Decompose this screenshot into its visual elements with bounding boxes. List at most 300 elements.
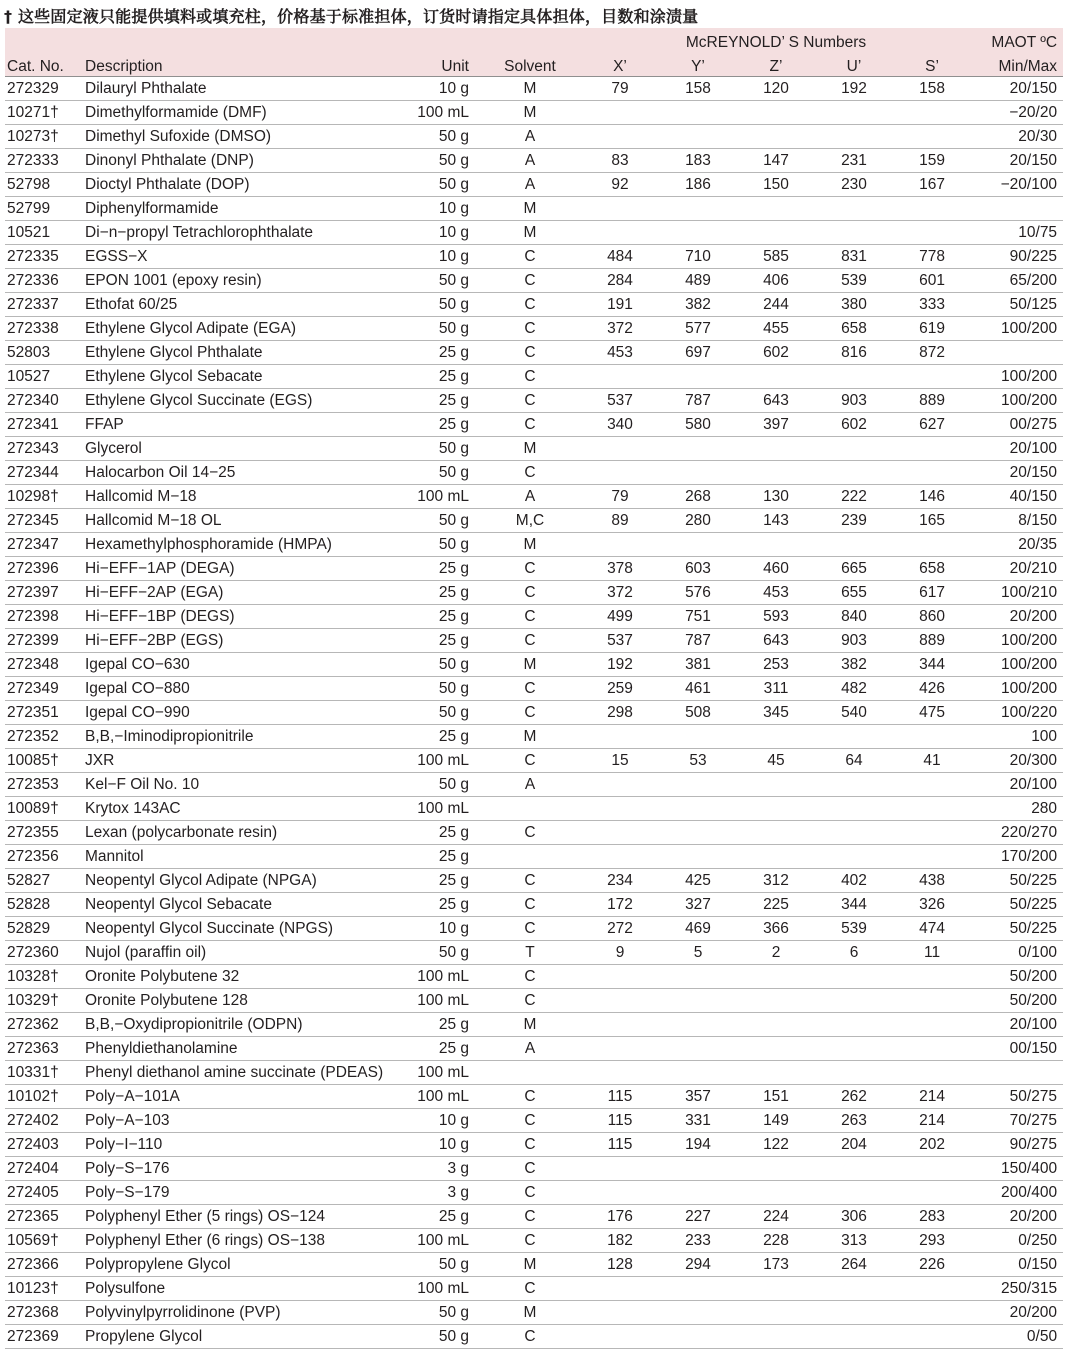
cell-z <box>737 533 815 557</box>
cell-solvent: M <box>479 725 581 749</box>
cell-solvent: C <box>479 989 581 1013</box>
cell-solvent: A <box>479 773 581 797</box>
cell-x: 115 <box>581 1085 659 1109</box>
cell-u: 665 <box>815 557 893 581</box>
cell-unit: 25 g <box>383 341 479 365</box>
cell-x: 15 <box>581 749 659 773</box>
cell-solvent: M <box>479 77 581 101</box>
cell-s: 619 <box>893 317 971 341</box>
cell-y: 194 <box>659 1133 737 1157</box>
cell-description: Lexan (polycarbonate resin) <box>83 821 383 845</box>
cell-s <box>893 1301 971 1325</box>
cell-u: 482 <box>815 677 893 701</box>
cell-unit: 50 g <box>383 269 479 293</box>
cell-y <box>659 365 737 389</box>
cell-unit: 100 mL <box>383 965 479 989</box>
cell-s <box>893 821 971 845</box>
cell-x <box>581 197 659 221</box>
cell-unit: 50 g <box>383 653 479 677</box>
cell-solvent: A <box>479 125 581 149</box>
cell-y: 327 <box>659 893 737 917</box>
cell-x: 9 <box>581 941 659 965</box>
cell-x: 89 <box>581 509 659 533</box>
table-row <box>5 1301 1063 1325</box>
cell-solvent: C <box>479 1277 581 1301</box>
cell-s: 860 <box>893 605 971 629</box>
cell-z <box>737 437 815 461</box>
cell-maot: 100/200 <box>971 317 1063 341</box>
cell-z: 602 <box>737 341 815 365</box>
cell-y <box>659 797 737 821</box>
cell-z: 593 <box>737 605 815 629</box>
col-unit: Unit <box>383 52 479 77</box>
cell-maot: 20/150 <box>971 149 1063 173</box>
cell-u: 64 <box>815 749 893 773</box>
cell-cat-no: 10102† <box>5 1085 83 1109</box>
cell-cat-no: 10089† <box>5 797 83 821</box>
cell-cat-no: 10123† <box>5 1277 83 1301</box>
cell-y: 280 <box>659 509 737 533</box>
cell-description: Igepal CO−880 <box>83 677 383 701</box>
cell-unit: 25 g <box>383 413 479 437</box>
cell-solvent: C <box>479 893 581 917</box>
table-row <box>5 1037 1063 1061</box>
cell-s <box>893 1037 971 1061</box>
cell-z: 585 <box>737 245 815 269</box>
cell-unit: 25 g <box>383 893 479 917</box>
cell-z: 150 <box>737 173 815 197</box>
cell-solvent: C <box>479 965 581 989</box>
cell-x <box>581 1061 659 1085</box>
cell-u: 816 <box>815 341 893 365</box>
cell-solvent: C <box>479 341 581 365</box>
cell-z <box>737 197 815 221</box>
cell-maot: 150/400 <box>971 1157 1063 1181</box>
cell-maot: 40/150 <box>971 485 1063 509</box>
cell-s <box>893 437 971 461</box>
cell-s <box>893 125 971 149</box>
cell-solvent: T <box>479 941 581 965</box>
col-description: Description <box>83 52 383 77</box>
cell-unit: 100 mL <box>383 1061 479 1085</box>
cell-x: 537 <box>581 389 659 413</box>
cell-description: Ethylene Glycol Sebacate <box>83 365 383 389</box>
cell-maot: 90/275 <box>971 1133 1063 1157</box>
cell-description: Poly−S−176 <box>83 1157 383 1181</box>
cell-solvent: A <box>479 485 581 509</box>
cell-solvent: A <box>479 173 581 197</box>
cell-description: Dinonyl Phthalate (DNP) <box>83 149 383 173</box>
cell-maot: 0/150 <box>971 1253 1063 1277</box>
cell-y <box>659 1157 737 1181</box>
cell-y: 331 <box>659 1109 737 1133</box>
table-row <box>5 1157 1063 1181</box>
cell-z: 122 <box>737 1133 815 1157</box>
cell-unit: 50 g <box>383 533 479 557</box>
cell-description: Hi−EFF−1BP (DEGS) <box>83 605 383 629</box>
cell-x: 191 <box>581 293 659 317</box>
cell-s <box>893 845 971 869</box>
cell-y: 577 <box>659 317 737 341</box>
cell-y: 294 <box>659 1253 737 1277</box>
cell-solvent: C <box>479 1109 581 1133</box>
cell-u: 264 <box>815 1253 893 1277</box>
cell-u: 539 <box>815 917 893 941</box>
cell-u <box>815 461 893 485</box>
cell-description: Propylene Glycol <box>83 1325 383 1349</box>
cell-description: JXR <box>83 749 383 773</box>
cell-u: 6 <box>815 941 893 965</box>
cell-z: 406 <box>737 269 815 293</box>
table-row <box>5 509 1063 533</box>
cell-maot <box>971 341 1063 365</box>
cell-maot: 50/275 <box>971 1085 1063 1109</box>
cell-solvent: C <box>479 365 581 389</box>
cell-z <box>737 773 815 797</box>
cell-solvent: M <box>479 101 581 125</box>
cell-unit: 25 g <box>383 821 479 845</box>
cell-unit: 3 g <box>383 1181 479 1205</box>
cell-unit: 10 g <box>383 917 479 941</box>
cell-unit: 50 g <box>383 1301 479 1325</box>
cell-s: 658 <box>893 557 971 581</box>
cell-description: Poly−A−101A <box>83 1085 383 1109</box>
cell-y: 158 <box>659 77 737 101</box>
cell-z: 397 <box>737 413 815 437</box>
cell-solvent: M <box>479 1013 581 1037</box>
cell-description: Oronite Polybutene 32 <box>83 965 383 989</box>
cell-y: 461 <box>659 677 737 701</box>
cell-cat-no: 272348 <box>5 653 83 677</box>
cell-y <box>659 773 737 797</box>
cell-description: Ethofat 60/25 <box>83 293 383 317</box>
cell-description: B,B,−Iminodipropionitrile <box>83 725 383 749</box>
cell-unit: 50 g <box>383 437 479 461</box>
cell-s <box>893 1325 971 1349</box>
cell-x: 272 <box>581 917 659 941</box>
cell-z: 311 <box>737 677 815 701</box>
table-row <box>5 101 1063 125</box>
cell-solvent: C <box>479 1229 581 1253</box>
cell-maot: 100 <box>971 725 1063 749</box>
cell-x: 372 <box>581 581 659 605</box>
cell-cat-no: 272336 <box>5 269 83 293</box>
cell-y: 469 <box>659 917 737 941</box>
cell-y: 787 <box>659 629 737 653</box>
cell-s <box>893 1277 971 1301</box>
cell-cat-no: 10273† <box>5 125 83 149</box>
cell-cat-no: 272365 <box>5 1205 83 1229</box>
cell-unit: 10 g <box>383 1133 479 1157</box>
cell-s: 601 <box>893 269 971 293</box>
header-row <box>5 52 1063 77</box>
cell-unit: 50 g <box>383 317 479 341</box>
cell-solvent: C <box>479 677 581 701</box>
cell-u: 903 <box>815 629 893 653</box>
cell-y <box>659 1325 737 1349</box>
table-row <box>5 1229 1063 1253</box>
cell-u: 382 <box>815 653 893 677</box>
cell-s: 889 <box>893 389 971 413</box>
cell-x: 115 <box>581 1109 659 1133</box>
cell-maot: 280 <box>971 797 1063 821</box>
cell-x: 484 <box>581 245 659 269</box>
cell-z: 225 <box>737 893 815 917</box>
cell-solvent: C <box>479 629 581 653</box>
cell-z: 312 <box>737 869 815 893</box>
mcreynolds-group-header: McREYNOLD’ S Numbers <box>685 34 867 51</box>
cell-description: EGSS−X <box>83 245 383 269</box>
cell-u: 655 <box>815 581 893 605</box>
cell-u <box>815 1277 893 1301</box>
cell-x <box>581 221 659 245</box>
cell-description: Phenyldiethanolamine <box>83 1037 383 1061</box>
cell-solvent: M <box>479 1253 581 1277</box>
cell-s: 778 <box>893 245 971 269</box>
cell-u <box>815 845 893 869</box>
cell-unit: 25 g <box>383 725 479 749</box>
cell-y <box>659 1061 737 1085</box>
col-y: Y’ <box>659 52 737 77</box>
cell-solvent: C <box>479 1181 581 1205</box>
cell-y <box>659 845 737 869</box>
cell-maot: 50/225 <box>971 917 1063 941</box>
cell-u: 658 <box>815 317 893 341</box>
cell-u <box>815 989 893 1013</box>
cell-y <box>659 1181 737 1205</box>
cell-description: Hi−EFF−2AP (EGA) <box>83 581 383 605</box>
cell-z <box>737 1037 815 1061</box>
cell-y: 710 <box>659 245 737 269</box>
cell-cat-no: 272345 <box>5 509 83 533</box>
cell-cat-no: 272347 <box>5 533 83 557</box>
cell-z <box>737 797 815 821</box>
cell-description: Polyphenyl Ether (6 rings) OS−138 <box>83 1229 383 1253</box>
cell-solvent: C <box>479 821 581 845</box>
cell-solvent: C <box>479 317 581 341</box>
table-row <box>5 317 1063 341</box>
cell-description: Kel−F Oil No. 10 <box>83 773 383 797</box>
table-row <box>5 605 1063 629</box>
cell-description: Halocarbon Oil 14−25 <box>83 461 383 485</box>
cell-s: 617 <box>893 581 971 605</box>
cell-cat-no: 272353 <box>5 773 83 797</box>
cell-s <box>893 1061 971 1085</box>
cell-z: 120 <box>737 77 815 101</box>
cell-cat-no: 272340 <box>5 389 83 413</box>
cell-s <box>893 773 971 797</box>
cell-z: 151 <box>737 1085 815 1109</box>
cell-solvent: C <box>479 557 581 581</box>
cell-cat-no: 272369 <box>5 1325 83 1349</box>
cell-z <box>737 461 815 485</box>
cell-x <box>581 101 659 125</box>
cell-cat-no: 272355 <box>5 821 83 845</box>
cell-z: 253 <box>737 653 815 677</box>
cell-u: 262 <box>815 1085 893 1109</box>
cell-maot: 100/220 <box>971 701 1063 725</box>
cell-u <box>815 365 893 389</box>
table-row <box>5 917 1063 941</box>
stationary-phase-table <box>5 28 1063 1349</box>
cell-x <box>581 1325 659 1349</box>
col-u: U’ <box>815 52 893 77</box>
cell-u <box>815 1325 893 1349</box>
table-row <box>5 893 1063 917</box>
cell-z <box>737 725 815 749</box>
cell-cat-no: 272344 <box>5 461 83 485</box>
cell-x <box>581 1181 659 1205</box>
cell-y: 268 <box>659 485 737 509</box>
cell-description: Polypropylene Glycol <box>83 1253 383 1277</box>
maot-group-header: MAOT ºC <box>991 34 1058 51</box>
cell-y <box>659 725 737 749</box>
cell-description: Hi−EFF−2BP (EGS) <box>83 629 383 653</box>
cell-solvent: C <box>479 1157 581 1181</box>
cell-solvent: C <box>479 413 581 437</box>
cell-u: 230 <box>815 173 893 197</box>
cell-cat-no: 272343 <box>5 437 83 461</box>
cell-maot: 100/200 <box>971 365 1063 389</box>
cell-cat-no: 52828 <box>5 893 83 917</box>
footnote-note: † 这些固定液只能提供填料或填充柱，价格基于标准担体，订货时请指定具体担体，目数和涂渍量 <box>4 7 699 26</box>
cell-u: 903 <box>815 389 893 413</box>
cell-solvent: C <box>479 869 581 893</box>
cell-description: Hi−EFF−1AP (DEGA) <box>83 557 383 581</box>
cell-unit: 25 g <box>383 581 479 605</box>
cell-u <box>815 821 893 845</box>
cell-u: 263 <box>815 1109 893 1133</box>
cell-description: Nujol (paraffin oil) <box>83 941 383 965</box>
cell-z: 147 <box>737 149 815 173</box>
table-row <box>5 365 1063 389</box>
cell-cat-no: 10271† <box>5 101 83 125</box>
cell-solvent: C <box>479 749 581 773</box>
cell-x: 128 <box>581 1253 659 1277</box>
cell-x: 83 <box>581 149 659 173</box>
cell-cat-no: 52803 <box>5 341 83 365</box>
cell-y: 233 <box>659 1229 737 1253</box>
col-cat-no: Cat. No. <box>5 52 83 77</box>
cell-z <box>737 1301 815 1325</box>
cell-u <box>815 221 893 245</box>
cell-u: 539 <box>815 269 893 293</box>
table-row <box>5 77 1063 101</box>
cell-solvent: C <box>479 1133 581 1157</box>
table-row <box>5 269 1063 293</box>
cell-cat-no: 272405 <box>5 1181 83 1205</box>
cell-y <box>659 821 737 845</box>
cell-s: 283 <box>893 1205 971 1229</box>
cell-u: 231 <box>815 149 893 173</box>
cell-maot: 20/200 <box>971 1205 1063 1229</box>
cell-cat-no: 10331† <box>5 1061 83 1085</box>
cell-u: 222 <box>815 485 893 509</box>
cell-x <box>581 125 659 149</box>
cell-unit: 50 g <box>383 125 479 149</box>
cell-x <box>581 461 659 485</box>
cell-cat-no: 10298† <box>5 485 83 509</box>
cell-description: Polyvinylpyrrolidinone (PVP) <box>83 1301 383 1325</box>
cell-solvent: M <box>479 1301 581 1325</box>
cell-maot: 50/225 <box>971 893 1063 917</box>
table-row <box>5 197 1063 221</box>
cell-s <box>893 221 971 245</box>
cell-description: Polyphenyl Ether (5 rings) OS−124 <box>83 1205 383 1229</box>
cell-y <box>659 1037 737 1061</box>
cell-x <box>581 725 659 749</box>
cell-description: Diphenylformamide <box>83 197 383 221</box>
cell-description: Neopentyl Glycol Adipate (NPGA) <box>83 869 383 893</box>
table-row <box>5 173 1063 197</box>
cell-s: 889 <box>893 629 971 653</box>
cell-cat-no: 272403 <box>5 1133 83 1157</box>
cell-s: 214 <box>893 1085 971 1109</box>
cell-s <box>893 365 971 389</box>
cell-maot: 100/210 <box>971 581 1063 605</box>
cell-cat-no: 272396 <box>5 557 83 581</box>
cell-maot: 100/200 <box>971 677 1063 701</box>
cell-cat-no: 272341 <box>5 413 83 437</box>
cell-maot: 100/200 <box>971 629 1063 653</box>
cell-solvent: C <box>479 701 581 725</box>
cell-description: Krytox 143AC <box>83 797 383 821</box>
cell-cat-no: 272366 <box>5 1253 83 1277</box>
cell-unit: 10 g <box>383 245 479 269</box>
cell-s: 158 <box>893 77 971 101</box>
cell-u <box>815 1013 893 1037</box>
cell-cat-no: 10085† <box>5 749 83 773</box>
cell-u <box>815 1181 893 1205</box>
cell-u: 380 <box>815 293 893 317</box>
table-row <box>5 389 1063 413</box>
cell-unit: 3 g <box>383 1157 479 1181</box>
cell-solvent: C <box>479 605 581 629</box>
cell-y: 186 <box>659 173 737 197</box>
cell-y: 580 <box>659 413 737 437</box>
cell-u <box>815 725 893 749</box>
table-row <box>5 581 1063 605</box>
cell-x: 499 <box>581 605 659 629</box>
table-row <box>5 701 1063 725</box>
cell-z <box>737 821 815 845</box>
cell-unit: 50 g <box>383 941 479 965</box>
cell-unit: 25 g <box>383 869 479 893</box>
cell-y: 787 <box>659 389 737 413</box>
cell-y <box>659 221 737 245</box>
cell-maot: 50/125 <box>971 293 1063 317</box>
cell-y: 381 <box>659 653 737 677</box>
cell-x: 176 <box>581 1205 659 1229</box>
cell-unit: 100 mL <box>383 989 479 1013</box>
cell-s: 293 <box>893 1229 971 1253</box>
cell-description: Poly−I−110 <box>83 1133 383 1157</box>
cell-maot: 100/200 <box>971 389 1063 413</box>
cell-cat-no: 272404 <box>5 1157 83 1181</box>
cell-solvent <box>479 845 581 869</box>
cell-s: 438 <box>893 869 971 893</box>
cell-description: Igepal CO−630 <box>83 653 383 677</box>
cell-y: 508 <box>659 701 737 725</box>
cell-s: 167 <box>893 173 971 197</box>
col-maot: Min/Max <box>971 52 1063 77</box>
cell-solvent: M,C <box>479 509 581 533</box>
cell-maot: 20/30 <box>971 125 1063 149</box>
cell-x <box>581 845 659 869</box>
cell-y: 489 <box>659 269 737 293</box>
table-row <box>5 485 1063 509</box>
cell-x: 192 <box>581 653 659 677</box>
